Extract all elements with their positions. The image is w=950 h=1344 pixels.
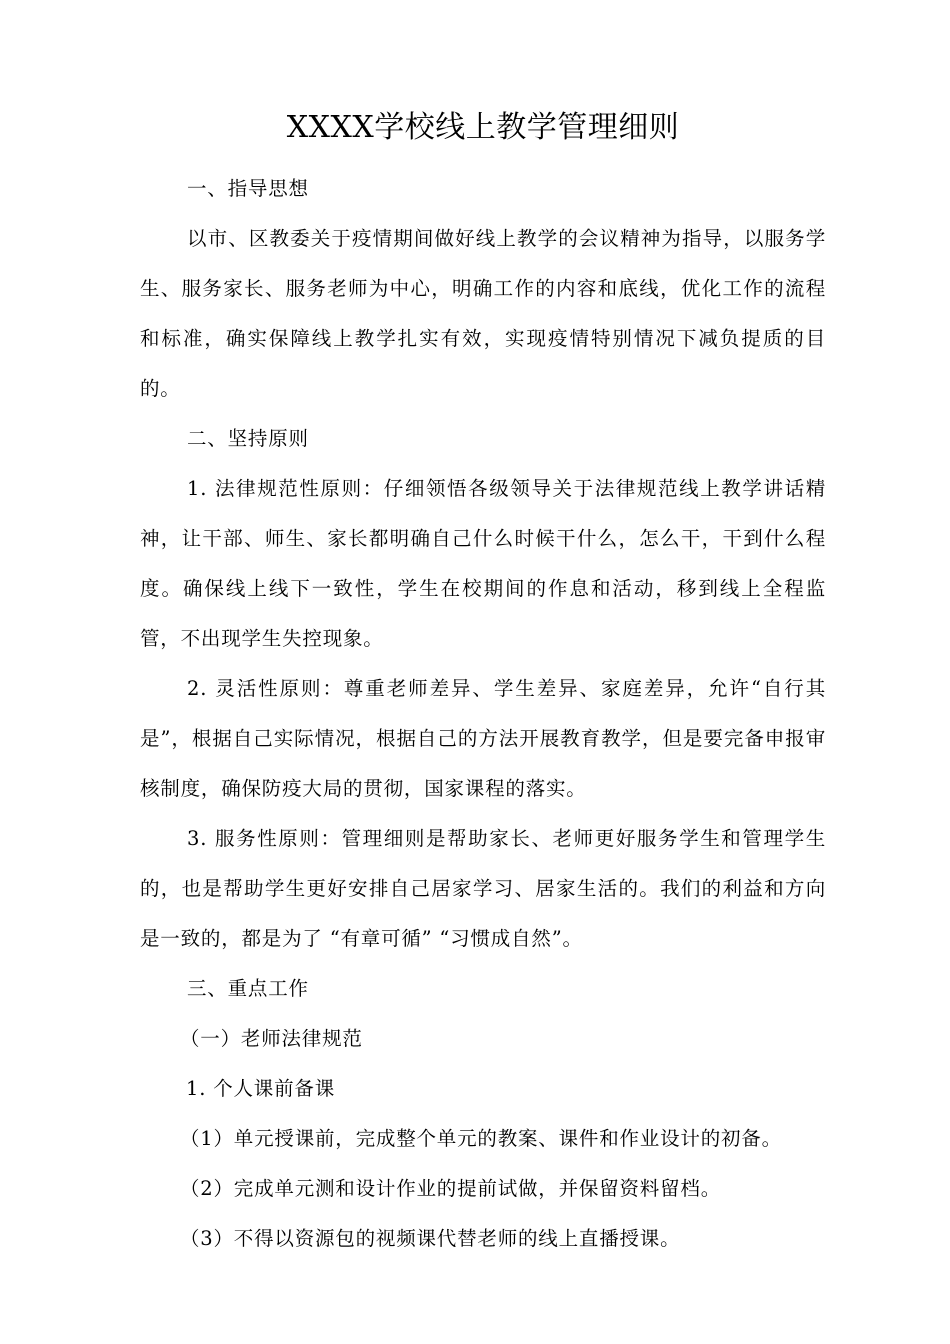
paragraph-principle-service: 3. 服务性原则：管理细则是帮助家长、老师更好服务学生和管理学生的，也是帮助学生更好安排自己居家学习、居家生活的。我们的利益和方向是一致的，都是为了 “有章可循” “习惯成自然”。 [140,827,826,950]
subsection-heading-teacher-norms: （一）老师法律规范 [180,1027,363,1050]
item-heading-lesson-prep: 1. 个人课前备课 [186,1077,336,1100]
list-item-3: （3）不得以资源包的视频课代替老师的线上直播授课。 [180,1227,681,1250]
section-heading-guiding-thought: 一、指导思想 [187,177,309,200]
document-title: XXXX学校线上教学管理细则 [286,110,680,145]
paragraph-principle-legal: 1. 法律规范性原则：仔细领悟各级领导关于法律规范线上教学讲话精神，让干部、师生、家长都明确自己什么时候干什么，怎么干，干到什么程度。确保线上线下一致性，学生在校期间的作息和活动，移到线上全程监管，不出现学生失控现象。 [140,477,826,650]
list-item-2: （2）完成单元测和设计作业的提前试做，并保留资料留档。 [180,1177,722,1200]
paragraph-guiding-thought: 以市、区教委关于疫情期间做好线上教学的会议精神为指导，以服务学生、服务家长、服务老师为中心，明确工作的内容和底线，优化工作的流程和标准，确实保障线上教学扎实有效，实现疫情特别情况下减负提质的目的。 [140,227,826,400]
list-item-1: （1）单元授课前，完成整个单元的教案、课件和作业设计的初备。 [180,1127,782,1150]
section-heading-principles: 二、坚持原则 [187,427,309,450]
section-heading-key-work: 三、重点工作 [187,977,309,1000]
paragraph-principle-flexibility: 2. 灵活性原则：尊重老师差异、学生差异、家庭差异，允许“自行其是”，根据自己实际情况，根据自己的方法开展教育教学，但是要完备申报审核制度，确保防疫大局的贯彻，国家课程的落实。 [140,677,826,800]
document-body [140,104,826,1264]
